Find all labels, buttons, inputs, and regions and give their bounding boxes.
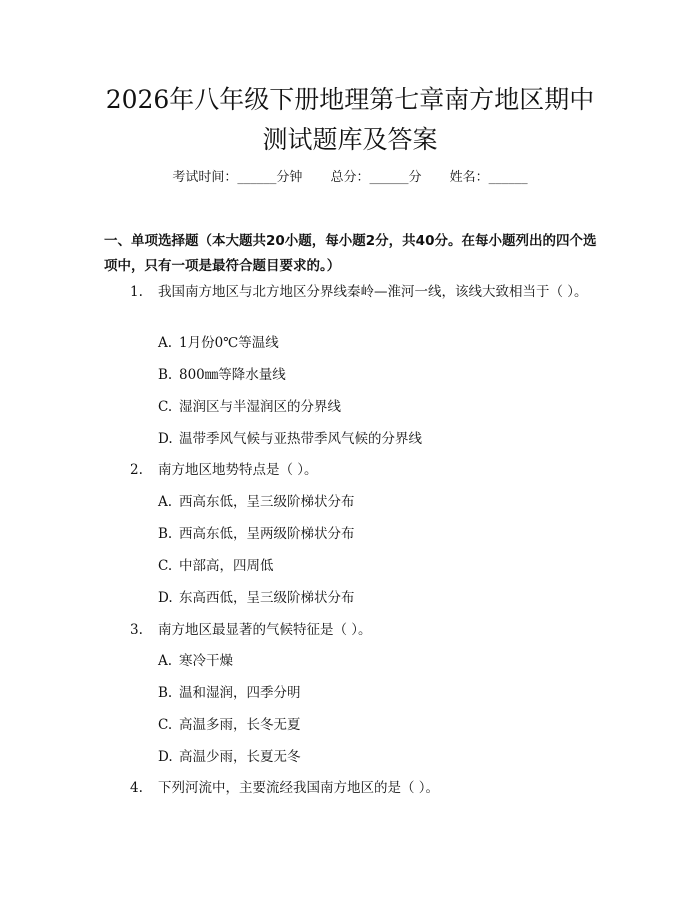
option-text: 温带季风气候与亚热带季风气候的分界线 [179, 431, 422, 447]
option-letter: C. [158, 717, 173, 733]
option [158, 683, 598, 703]
question-stem: 我国南方地区与北方地区分界线秦岭—淮河一线，该线大致相当于（ ）。 [158, 284, 588, 300]
option-letter: C. [158, 558, 173, 574]
option-text: 800㎜等降水量线 [179, 367, 286, 383]
title-line-1: 2026年八年级下册地理第七章南方地区期中 [105, 85, 595, 114]
option-text: 温和湿润，四季分明 [179, 685, 301, 701]
option [158, 651, 598, 671]
option [158, 556, 598, 576]
option-text: 寒冷干燥 [179, 653, 233, 669]
title-line-2: 测试题库及答案 [262, 125, 438, 154]
question-4 [104, 775, 604, 801]
exam-name: 姓名：______ [449, 170, 528, 185]
question-3 [104, 617, 604, 643]
exam-score: 总分：______分 [330, 170, 422, 185]
section-heading: 一、单项选择题（本大题共20小题，每小题2分，共40分。在每小题列出的四个选项中，只有一项是最符合题目要求的。） [104, 233, 597, 274]
question-2 [104, 457, 604, 483]
option-letter: D. [158, 431, 173, 447]
option [158, 429, 598, 449]
option-letter: A. [158, 494, 173, 510]
option-letter: C. [158, 399, 173, 415]
option [158, 524, 598, 544]
option [158, 492, 598, 512]
option-letter: D. [158, 749, 173, 765]
option-letter: B. [158, 367, 173, 383]
option [158, 365, 598, 385]
question-number: 3. [130, 622, 143, 638]
option-text: 西高东低，呈三级阶梯状分布 [179, 494, 355, 510]
option [158, 747, 598, 767]
option-letter: A. [158, 653, 173, 669]
option-letter: B. [158, 685, 173, 701]
option-letter: A. [158, 335, 173, 351]
document-title [0, 80, 700, 160]
question-number: 4. [130, 780, 143, 796]
question-stem: 南方地区最显著的气候特征是（ ）。 [158, 622, 372, 638]
option-text: 高温少雨，长夏无冬 [179, 749, 301, 765]
question-stem: 南方地区地势特点是（ ）。 [158, 462, 318, 478]
option [158, 333, 598, 353]
question-number: 1. [130, 284, 143, 300]
option-text: 高温多雨，长冬无夏 [179, 717, 301, 733]
option-letter: B. [158, 526, 173, 542]
exam-meta [0, 168, 700, 188]
option-letter: D. [158, 590, 173, 606]
option-text: 西高东低，呈两级阶梯状分布 [179, 526, 355, 542]
option [158, 588, 598, 608]
option [158, 397, 598, 417]
option-text: 1月份0℃等温线 [179, 335, 279, 351]
option [158, 715, 598, 735]
question-stem: 下列河流中，主要流经我国南方地区的是（ ）。 [158, 780, 440, 796]
exam-time: 考试时间：______分钟 [172, 170, 303, 185]
question-number: 2. [130, 462, 143, 478]
option-text: 湿润区与半湿润区的分界线 [179, 399, 341, 415]
option-text: 东高西低，呈三级阶梯状分布 [179, 590, 355, 606]
option-text: 中部高，四周低 [179, 558, 274, 574]
question-1 [104, 279, 604, 305]
